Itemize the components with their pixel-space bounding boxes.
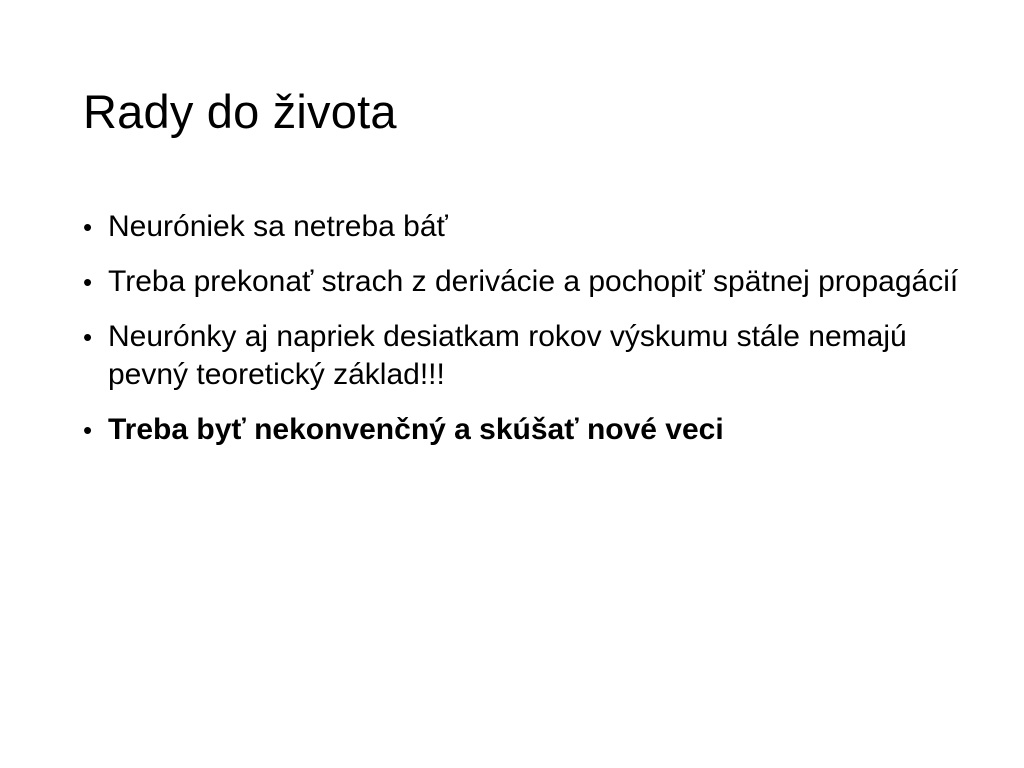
bullet-item-emphasized	[83, 411, 963, 449]
bullet-text: Treba prekonať strach z derivácie a pochopiť spätnej propagácií	[108, 265, 959, 298]
bullet-text: Neuróniek sa netreba báť	[108, 210, 448, 243]
bullet-item	[83, 318, 963, 394]
bullet-point-icon: •	[83, 322, 93, 352]
bullet-item	[83, 263, 963, 301]
bullet-point-icon: •	[83, 212, 93, 242]
slide-title: Rady do života	[83, 85, 397, 138]
bullet-text: Treba byť nekonvenčný a skúšať nové veci	[108, 413, 724, 446]
bullet-list	[83, 208, 963, 466]
bullet-item	[83, 208, 963, 246]
bullet-point-icon: •	[83, 415, 93, 445]
bullet-text: Neurónky aj napriek desiatkam rokov výskumu stále nemajú pevný teoretický základ!!!	[108, 320, 907, 391]
bullet-point-icon: •	[83, 267, 93, 297]
